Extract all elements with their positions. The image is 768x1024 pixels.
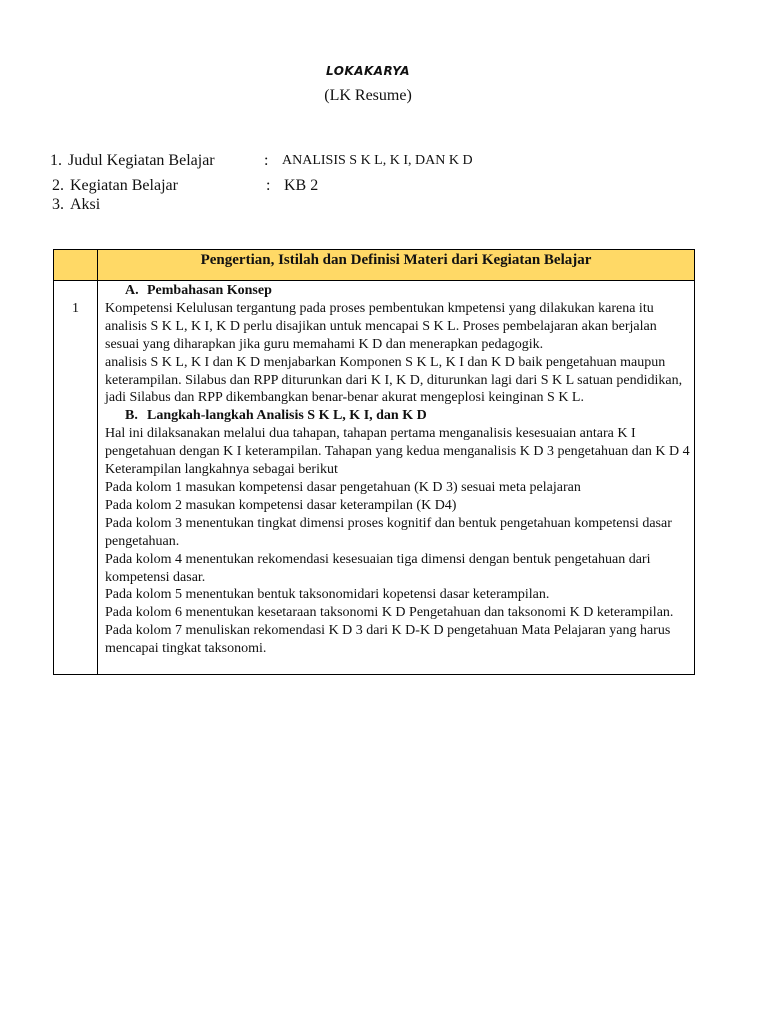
- section-heading-b: [105, 407, 690, 425]
- section-letter: A.: [125, 283, 139, 298]
- info-label: Judul Kegiatan Belajar: [68, 152, 215, 169]
- info-colon: :: [264, 152, 269, 169]
- paragraph: Pada kolom 7 menuliskan rekomendasi K D 3 dari K D-K D pengetahuan Mata Pelajaran yang harus mencapai tingkat taksonomi.: [105, 623, 671, 657]
- header-title-cell: [98, 250, 695, 281]
- table-header-title: Pengertian, Istilah dan Definisi Materi dari Kegiatan Belajar: [200, 252, 592, 268]
- paragraph: Pada kolom 6 menentukan kesetaraan taksonomi K D Pengetahuan dan taksonomi K D keterampilan.: [105, 605, 674, 621]
- paragraph: Pada kolom 2 masukan kompetensi dasar keterampilan (K D4): [105, 497, 457, 513]
- info-label: Aksi: [70, 196, 101, 213]
- document-title: LOKAKARYA: [325, 64, 411, 78]
- table-row: [54, 281, 695, 675]
- row-content: [98, 281, 695, 675]
- paragraph: Pada kolom 4 menentukan rekomendasi kesesuaian tiga dimensi dengan bentuk pengetahuan dari kompetensi dasar.: [105, 551, 651, 585]
- section-heading-a: [105, 282, 690, 300]
- info-number: 2.: [52, 177, 64, 194]
- paragraph: Pada kolom 1 masukan kompetensi dasar pengetahuan (K D 3) sesuai meta pelajaran: [105, 479, 581, 495]
- paragraph: Pada kolom 5 menentukan bentuk taksonomidari kopetensi dasar keterampilan.: [105, 587, 550, 603]
- info-value: ANALISIS S K L, K I, DAN K D: [282, 153, 473, 168]
- info-number: 1.: [50, 152, 62, 169]
- table-header-row: [54, 250, 695, 281]
- paragraph: Hal ini dilaksanakan melalui dua tahapan, tahapan pertama menganalisis kesesuaian antara K I pengetahuan dengan K I keterampilan. Tahapan yang kedua menganalisis K D 3 pengetahuan dan K D 4 Keterampilan langkahnya sebagai berikut: [105, 426, 690, 478]
- paragraph: Kompetensi Kelulusan tergantung pada proses pembentukan kmpetensi yang dilakukan karena itu analisis S K L, K I, K D perlu disajikan untuk mencapai S K L. Proses pembelajaran akan berjalan sesuai yang diharapkan jika guru memahami K D dan menerapkan pedagogik.: [105, 300, 657, 352]
- row-number: 1: [54, 281, 98, 675]
- info-number: 3.: [52, 196, 64, 213]
- section-title: Pembahasan Konsep: [147, 283, 272, 298]
- info-label: Kegiatan Belajar: [70, 177, 178, 194]
- section-letter: B.: [125, 408, 138, 424]
- document-subtitle: (LK Resume): [324, 87, 412, 104]
- resume-table: [53, 249, 695, 675]
- paragraph: Pada kolom 3 menentukan tingkat dimensi proses kognitif dan bentuk pengetahuan kompetensi dasar pengetahuan.: [105, 515, 672, 549]
- info-value: KB 2: [284, 177, 319, 194]
- header-number-cell: [54, 250, 98, 281]
- paragraph: analisis S K L, K I dan K D menjabarkan Komponen S K L, K I dan K D baik pengetahuan maupun keterampilan. Silabus dan RPP diturunkan dari K I, K D, diturunkan lagi dari S K L satuan pendidikan, jadi Silabus dan RPP dikembangkan benar-benar akurat mengeplosi keinginan S K L.: [105, 354, 683, 406]
- info-colon: :: [266, 177, 271, 194]
- section-title: Langkah-langkah Analisis S K L, K I, dan K D: [147, 408, 427, 424]
